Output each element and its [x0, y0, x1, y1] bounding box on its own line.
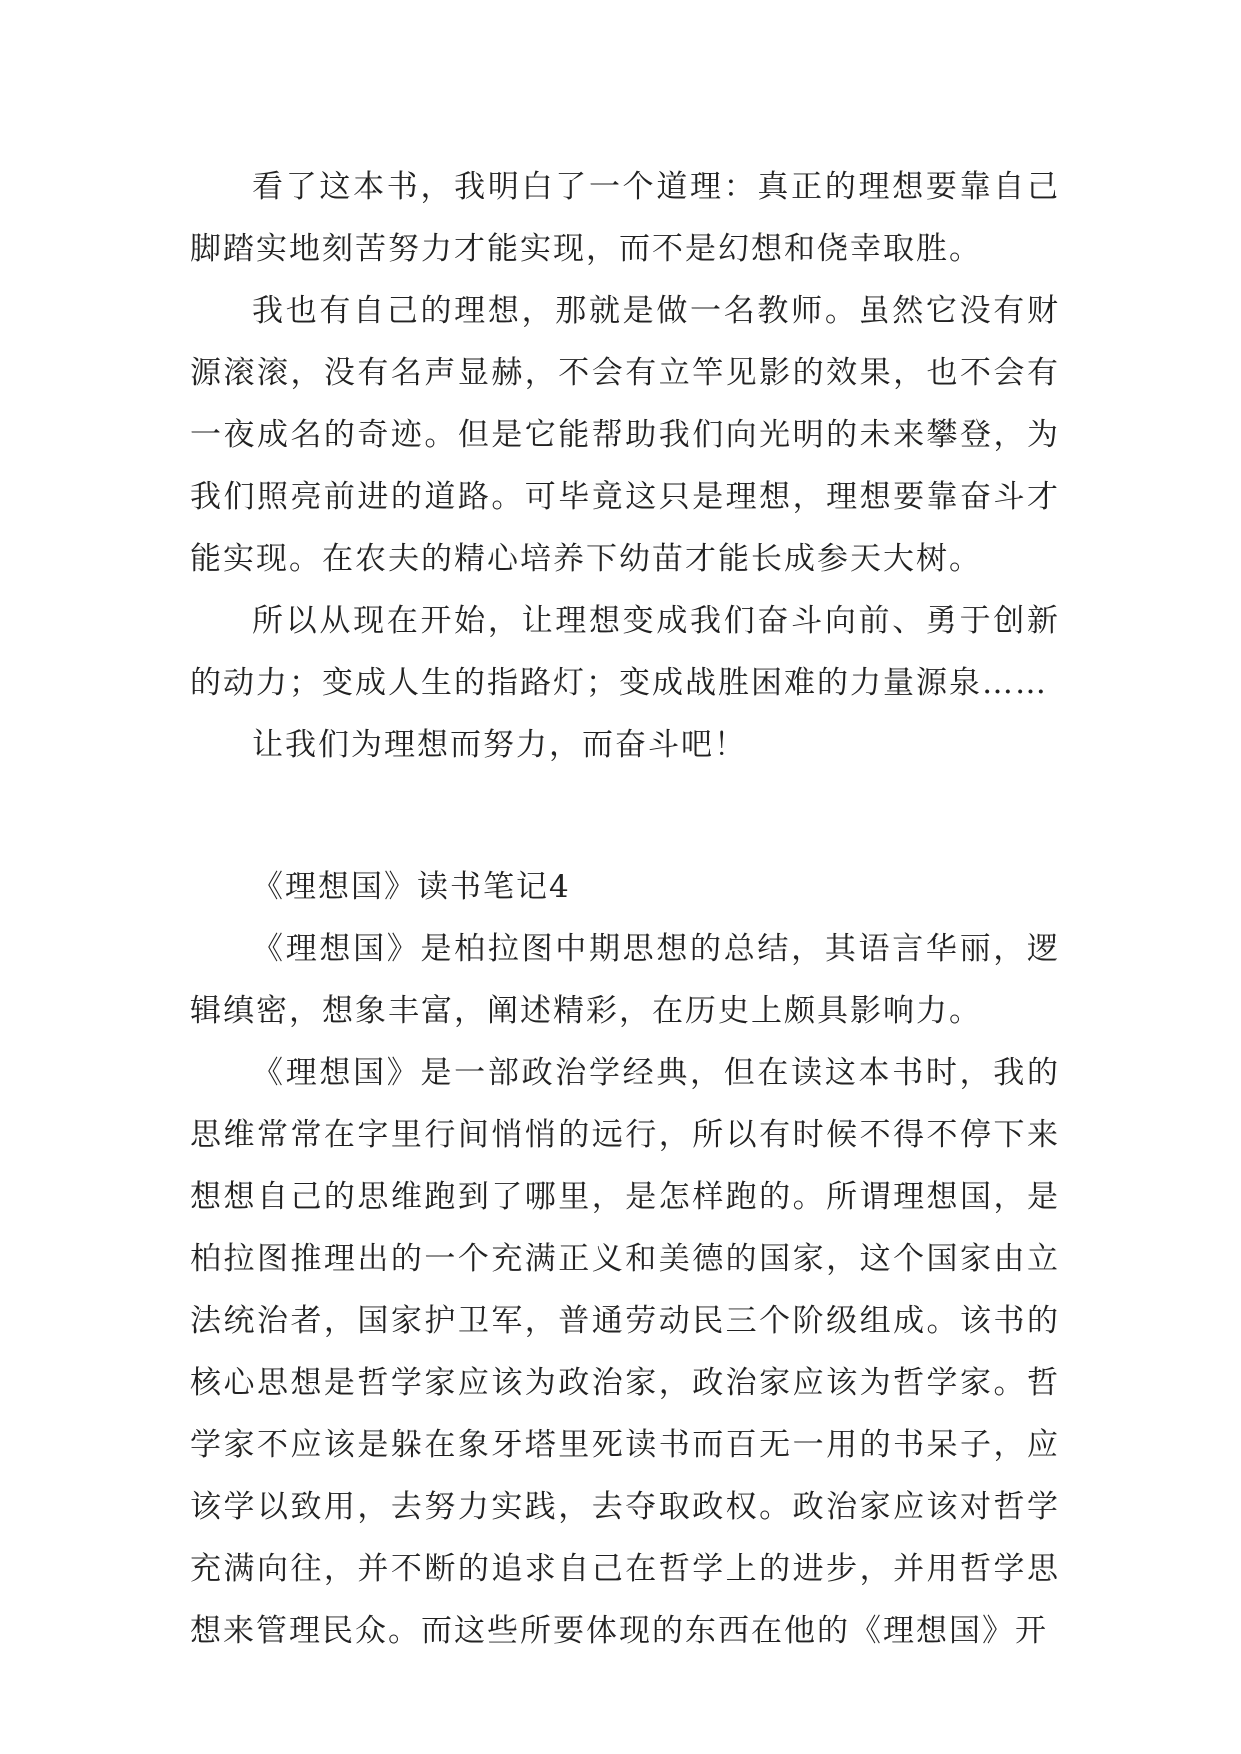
paragraph-3: 所以从现在开始，让理想变成我们奋斗向前、勇于创新的动力；变成人生的指路灯；变成战胜困难的力量源泉……	[190, 603, 1060, 701]
paragraph-2: 我也有自己的理想，那就是做一名教师。虽然它没有财源滚滚，没有名声显赫，不会有立竿见影的效果，也不会有一夜成名的奇迹。但是它能帮助我们向光明的未来攀登，为我们照亮前进的道路。可毕竟这只是理想，理想要靠奋斗才能实现。在农夫的精心培养下幼苗才能长成参天大树。	[190, 293, 1060, 577]
section-spacer	[190, 776, 1060, 856]
paragraph-6: 《理想国》是一部政治学经典，但在读这本书时，我的思维常常在字里行间悄悄的远行，所以有时候不得不停下来想想自己的思维跑到了哪里，是怎样跑的。所谓理想国，是柏拉图推理出的一个充满正义和美德的国家，这个国家由立法统治者，国家护卫军，普通劳动民三个阶级组成。该书的核心思想是哲学家应该为政治家，政治家应该为哲学家。哲学家不应该是躲在象牙塔里死读书而百无一用的书呆子，应该学以致用，去努力实践，去夺取政权。政治家应该对哲学充满向往，并不断的追求自己在哲学上的进步，并用哲学思想来管理民众。而这些所要体现的东西在他的《理想国》开	[190, 1055, 1060, 1649]
paragraph-1: 看了这本书，我明白了一个道理：真正的理想要靠自己脚踏实地刻苦努力才能实现，而不是幻想和侥幸取胜。	[190, 169, 1060, 267]
document-body	[190, 156, 1060, 1662]
paragraph-5: 《理想国》是柏拉图中期思想的总结，其语言华丽，逻辑缜密，想象丰富，阐述精彩，在历史上颇具影响力。	[190, 931, 1060, 1029]
paragraph-4: 让我们为理想而努力，而奋斗吧！	[252, 727, 747, 763]
section-heading: 《理想国》读书笔记4	[252, 869, 571, 905]
